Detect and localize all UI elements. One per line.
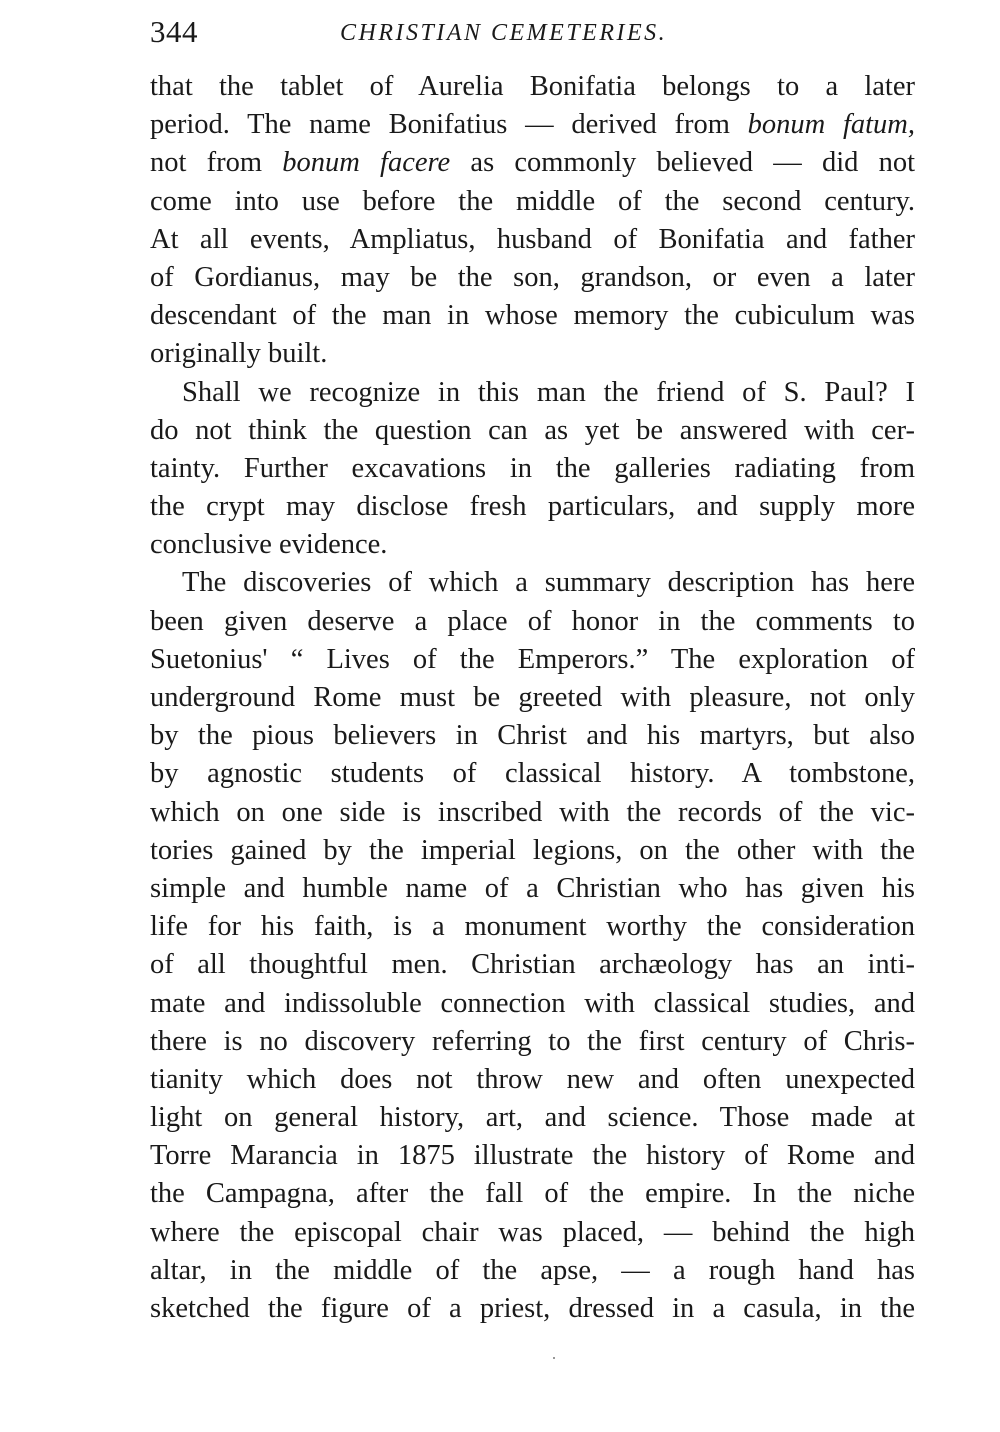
text-line: tainty. Further excavations in the galleries radiating from: [150, 452, 915, 484]
italic-latin-phrase: bonum fatum,: [747, 109, 915, 141]
text-line: been given deserve a place of honor in the comments to: [150, 605, 915, 637]
text-line: where the episcopal chair was placed, — behind the high: [150, 1216, 915, 1248]
text-line: mate and indissoluble connection with classical studies, and: [150, 987, 915, 1019]
text-line: not from bonum facere as commonly believed — did not: [150, 147, 915, 179]
text-line: which on one side is inscribed with the records of the vic-: [150, 796, 915, 828]
text-line: light on general history, art, and science. Those made at: [150, 1102, 915, 1134]
text-line: of all thoughtful men. Christian archæology has an inti-: [150, 949, 915, 981]
text-line: period. The name Bonifatius — derived from bonum fatum,: [150, 109, 915, 141]
text-line: the crypt may disclose fresh particulars, and supply more: [150, 491, 915, 523]
text-line: conclusive evidence.: [150, 529, 388, 561]
print-speck: [553, 1357, 555, 1359]
text-line: tories gained by the imperial legions, on the other with the: [150, 834, 915, 866]
text-line: simple and humble name of a Christian who has given his: [150, 872, 915, 904]
text-line: life for his faith, is a monument worthy the consideration: [150, 911, 915, 943]
text-line: of Gordianus, may be the son, grandson, or even a later: [150, 261, 915, 293]
text-line: by agnostic students of classical history. A tombstone,: [150, 758, 915, 790]
text-line: do not think the question can as yet be answered with cer-: [150, 414, 915, 446]
text-line: Torre Marancia in 1875 illustrate the history of Rome and: [150, 1140, 915, 1172]
text-line: originally built.: [150, 338, 328, 370]
text-line: altar, in the middle of the apse, — a rough hand has: [150, 1254, 915, 1286]
body-text: [150, 68, 915, 1328]
text-line: the Campagna, after the fall of the empire. In the niche: [150, 1178, 915, 1210]
italic-latin-phrase: bonum facere: [282, 147, 451, 179]
text-line: At all events, Ampliatus, husband of Bonifatia and father: [150, 223, 915, 255]
text-line: The discoveries of which a summary description has here: [182, 567, 915, 599]
text-line: Shall we recognize in this man the friend of S. Paul? I: [182, 376, 915, 408]
running-head: [150, 14, 915, 54]
text-line: descendant of the man in whose memory the cubiculum was: [150, 300, 915, 332]
text-line: Suetonius' “ Lives of the Emperors.” The exploration of: [150, 643, 915, 675]
text-line: sketched the figure of a priest, dressed in a casula, in the: [150, 1293, 915, 1324]
text-line: that the tablet of Aurelia Bonifatia belongs to a later: [150, 71, 915, 102]
text-line: tianity which does not throw new and often unexpected: [150, 1063, 915, 1095]
page-number: 344: [150, 14, 198, 49]
text-line: come into use before the middle of the second century.: [150, 185, 915, 217]
text-line: by the pious believers in Christ and his martyrs, but also: [150, 720, 915, 752]
running-title: CHRISTIAN CEMETERIES.: [340, 20, 668, 46]
text-line: underground Rome must be greeted with pleasure, not only: [150, 682, 915, 713]
text-line: there is no discovery referring to the first century of Chris-: [150, 1025, 915, 1057]
